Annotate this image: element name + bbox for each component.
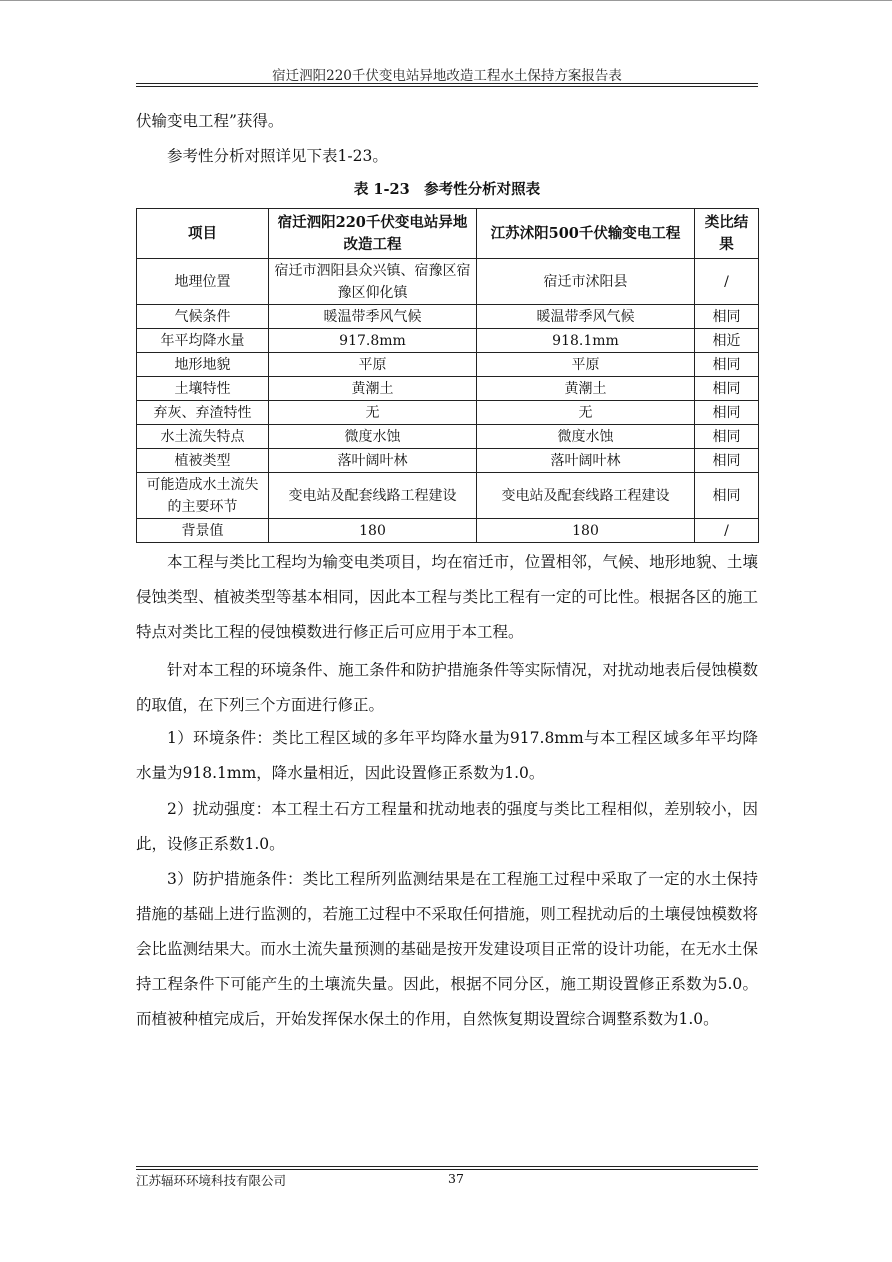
table-row <box>137 449 759 473</box>
footer-company: 江苏辐环环境科技有限公司 <box>136 1173 287 1188</box>
row-analog-project: 180 <box>477 519 695 543</box>
row-this-project: 平原 <box>269 353 477 377</box>
row-item: 地形地貌 <box>137 353 269 377</box>
row-result: / <box>695 259 759 305</box>
table-row <box>137 259 759 305</box>
row-result: 相同 <box>695 425 759 449</box>
paragraph-table-reference: 参考性分析对照详见下表1-23。 <box>167 147 388 165</box>
paragraph-correction-intro: 针对本工程的环境条件、施工条件和防护措施条件等实际情况，对扰动地表后侵蚀模数的取值，在下列三个方面进行修正。 <box>136 661 758 714</box>
page-top-edge <box>0 0 892 1</box>
row-result: 相同 <box>695 401 759 425</box>
row-analog-project: 平原 <box>477 353 695 377</box>
row-this-project: 变电站及配套线路工程建设 <box>269 473 477 519</box>
row-result: 相同 <box>695 377 759 401</box>
row-analog-project: 微度水蚀 <box>477 425 695 449</box>
row-analog-project: 变电站及配套线路工程建设 <box>477 473 695 519</box>
row-result: 相同 <box>695 305 759 329</box>
table-row <box>137 305 759 329</box>
row-this-project: 落叶阔叶林 <box>269 449 477 473</box>
table-row <box>137 377 759 401</box>
comparison-table <box>136 208 759 543</box>
row-this-project: 无 <box>269 401 477 425</box>
row-item: 背景值 <box>137 519 269 543</box>
footer-rule <box>136 1169 758 1170</box>
row-result: 相同 <box>695 473 759 519</box>
header-rule <box>136 83 758 84</box>
row-item: 水土流失特点 <box>137 425 269 449</box>
row-result: 相近 <box>695 329 759 353</box>
row-item: 地理位置 <box>137 259 269 305</box>
table-row <box>137 353 759 377</box>
row-analog-project: 918.1mm <box>477 329 695 353</box>
header-this-project: 宿迁泗阳220千伏变电站异地改造工程 <box>269 209 477 259</box>
header-rule-thin <box>136 86 758 87</box>
row-item: 年平均降水量 <box>137 329 269 353</box>
page-header-title: 宿迁泗阳220千伏变电站异地改造工程水土保持方案报告表 <box>272 68 622 84</box>
header-result: 类比结果 <box>695 209 759 259</box>
row-analog-project: 宿迁市沭阳县 <box>477 259 695 305</box>
row-analog-project: 暖温带季风气候 <box>477 305 695 329</box>
page-number: 37 <box>448 1171 464 1186</box>
row-result: 相同 <box>695 449 759 473</box>
table-row <box>137 519 759 543</box>
table-row <box>137 473 759 519</box>
paragraph-comparability: 本工程与类比工程均为输变电类项目，均在宿迁市，位置相邻，气候、地形地貌、土壤侵蚀类型、植被类型等基本相同，因此本工程与类比工程有一定的可比性。根据各区的施工特点对类比工程的侵蚀模数进行修正后可应用于本工程。 <box>136 553 758 641</box>
row-this-project: 微度水蚀 <box>269 425 477 449</box>
row-item: 可能造成水土流失的主要环节 <box>137 473 269 519</box>
paragraph-disturbance: 2）扰动强度：本工程土石方工程量和扰动地表的强度与类比工程相似，差别较小，因此，设修正系数1.0。 <box>136 800 758 853</box>
row-this-project: 黄潮土 <box>269 377 477 401</box>
row-result: 相同 <box>695 353 759 377</box>
row-item: 弃灰、弃渣特性 <box>137 401 269 425</box>
paragraph-continuation: 伏输变电工程”获得。 <box>136 112 284 130</box>
table-row <box>137 329 759 353</box>
row-analog-project: 无 <box>477 401 695 425</box>
row-result: / <box>695 519 759 543</box>
row-analog-project: 黄潮土 <box>477 377 695 401</box>
row-item: 气候条件 <box>137 305 269 329</box>
footer-rule-thin <box>136 1166 758 1167</box>
row-item: 土壤特性 <box>137 377 269 401</box>
table-header-row <box>137 209 759 259</box>
paragraph-environment: 1）环境条件：类比工程区域的多年平均降水量为917.8mm与本工程区域多年平均降水量为918.1mm，降水量相近，因此设置修正系数为1.0。 <box>136 729 758 782</box>
row-this-project: 917.8mm <box>269 329 477 353</box>
paragraph-protection: 3）防护措施条件：类比工程所列监测结果是在工程施工过程中采取了一定的水土保持措施的基础上进行监测的，若施工过程中不采取任何措施，则工程扰动后的土壤侵蚀模数将会比监测结果大。而水土流失量预测的基础是按开发建设项目正常的设计功能，在无水土保持工程条件下可能产生的土壤流失量。因此，根据不同分区，施工期设置修正系数为5.0。而植被种植完成后，开始发挥保水保土的作用，自然恢复期设置综合调整系数为1.0。 <box>136 870 758 1028</box>
table-row <box>137 401 759 425</box>
header-analog-project: 江苏沭阳500千伏输变电工程 <box>477 209 695 259</box>
table-caption: 表 1-23 参考性分析对照表 <box>353 181 541 198</box>
row-analog-project: 落叶阔叶林 <box>477 449 695 473</box>
row-this-project: 宿迁市泗阳县众兴镇、宿豫区宿豫区仰化镇 <box>269 259 477 305</box>
row-this-project: 180 <box>269 519 477 543</box>
row-this-project: 暖温带季风气候 <box>269 305 477 329</box>
table-row <box>137 425 759 449</box>
header-item: 项目 <box>137 209 269 259</box>
row-item: 植被类型 <box>137 449 269 473</box>
